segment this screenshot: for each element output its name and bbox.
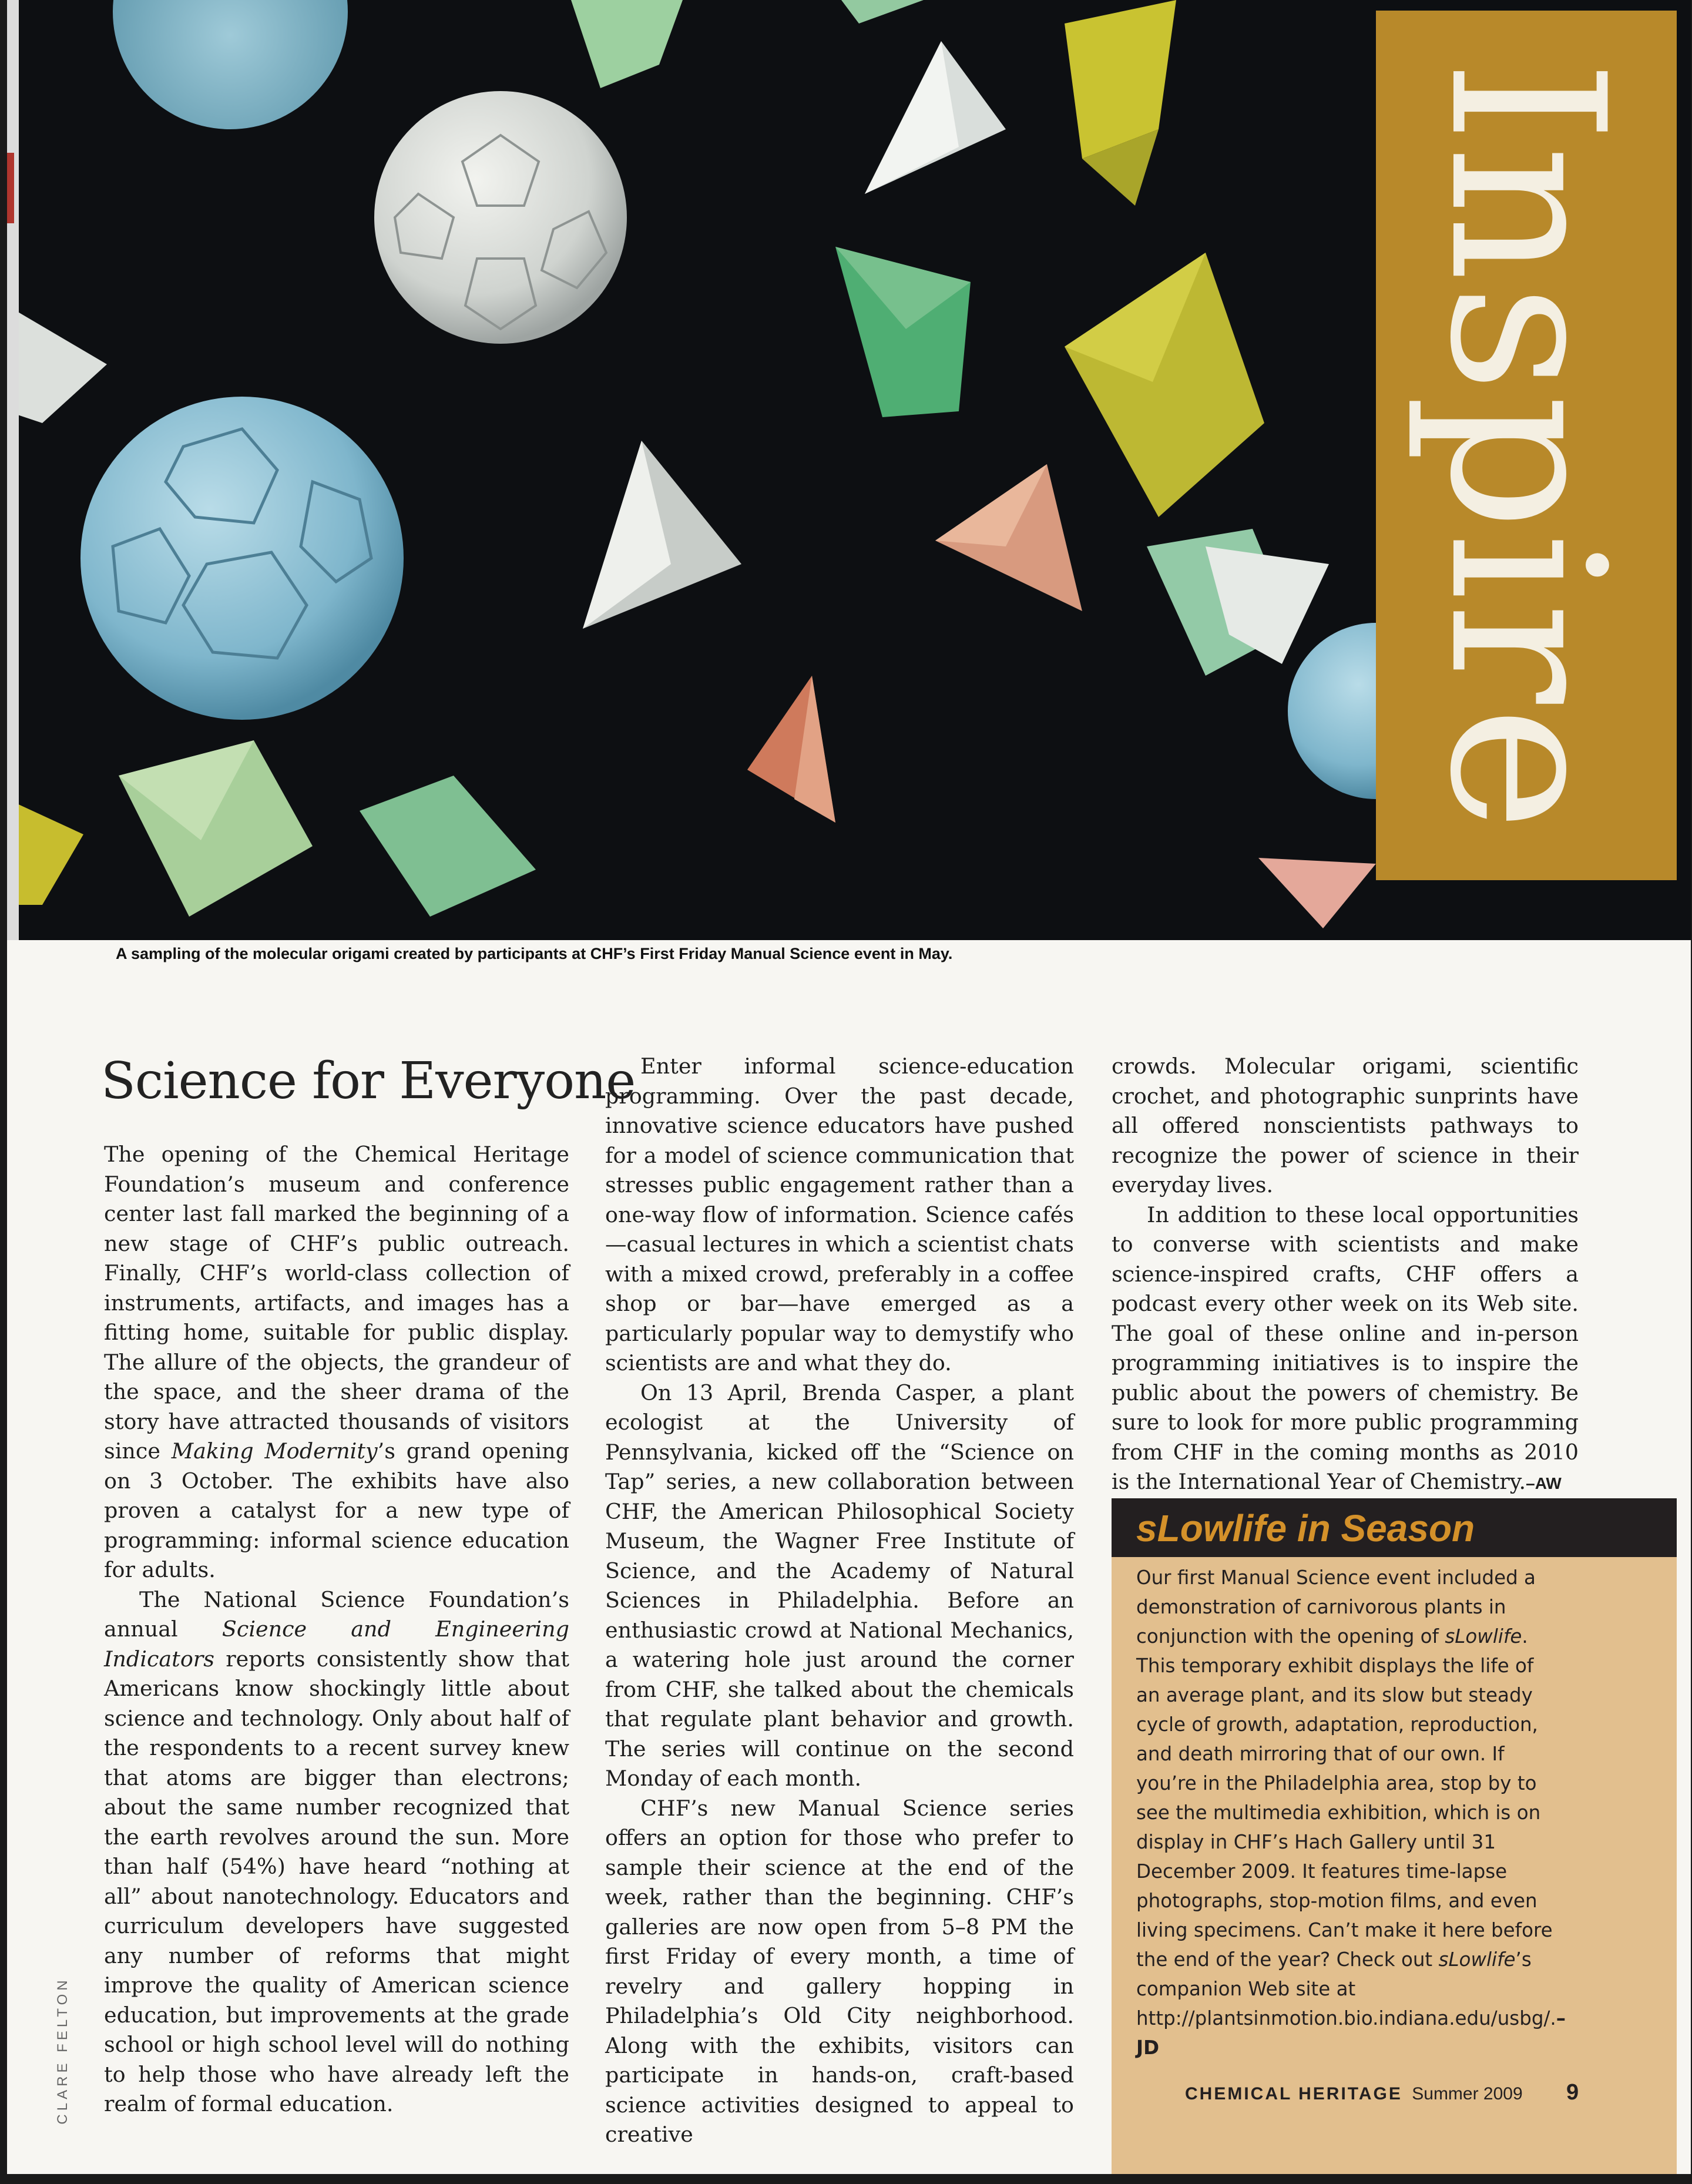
pink-pyramid-right	[1258, 858, 1376, 928]
sidebar-signature: –JD	[1136, 2007, 1566, 2059]
photo-caption: A sampling of the molecular origami created by participants at CHF’s First Friday Manual Science event in May.	[116, 945, 953, 962]
article-column-2	[605, 1052, 1074, 2150]
author-signature: –AW	[1526, 1474, 1562, 1492]
paragraph: The opening of the Chemical Heritage Foundation’s museum and conference center last fall marked the beginning of a new stage of CHF’s public outreach. Finally, CHF’s world-class collection of instruments, artifacts, and images has a fitting home, suitable for public display. The allure of the objects, the grandeur of the space, and the sheer drama of the story have attracted thousands of visitors since Making Modernity’s grand opening on 3 October. The exhibits have also proven a catalyst for a new type of programming: informal science education for adults.	[104, 1142, 570, 1582]
paragraph: In addition to these local opportunities to converse with scientists and make science-inspired crafts, CHF offers a podcast every other week on its Web site. The goal of these online and in-person programming initiatives is to inspire the public about the powers of chemistry. Be sure to look for more public programming from CHF in the coming months as 2010 is the International Year of Chemistry.–AW	[1112, 1202, 1579, 1494]
article-headline: Science for Everyone	[101, 1052, 636, 1111]
paragraph: crowds. Molecular origami, scientific crochet, and photographic sunprints have all offered nonscientists pathways to recognize the power of science in their everyday lives.	[1112, 1054, 1579, 1197]
hero-photo	[7, 0, 1691, 940]
magazine-name: CHEMICAL HERITAGE	[1185, 2084, 1402, 2104]
blue-polyhedron-large	[80, 397, 404, 720]
paragraph: The National Science Foundation’s annual Science and Engineering Indicators reports consistently show that Americans know shockingly little about science and technology. Only about half of the respondents to a recent survey knew that atoms are bigger than electrons; about the same number recognized that the earth revolves around the sun. More than half (54%) have heard “nothing at all” about nanotechnology. Educators and curriculum developers have suggested any number of reforms that might improve the quality of American science education, but improvements at the grade school or high school level will do nothing to help those who have already left the realm of formal education.	[104, 1586, 569, 2116]
page-footer	[1185, 2080, 1596, 2105]
report-title: Science and Engineering Indicators	[104, 1616, 569, 1672]
green-origami-bottom	[360, 776, 536, 917]
yellow-origami-1	[1065, 0, 1176, 159]
exhibit-title: sLowlife	[1438, 1948, 1516, 1971]
white-pyramid-left	[7, 306, 107, 423]
page-number: 9	[1566, 2080, 1579, 2105]
sidebar-text: Our first Manual Science event included a demonstration of carnivorous plants in conjunction with the opening of sLowlife. This temporary exhibit displays the life of an average plant, and its slow but steady cycle of growth, adaptation, reproduction, and death mirroring that of our own. If you’re in the Philadelphia area, stop by to see the multimedia exhibition, which is on display in CHF’s Hach Gallery until 31 December 2009. It features time-lapse photographs, stop-motion films, and even living specimens. Can’t make it here before the end of the year? Check out sLowlife’s companion Web site at http://plantsinmotion.bio.indiana.edu/usbg/.–JD	[1136, 1566, 1566, 2059]
article-column-3	[1112, 1052, 1579, 1499]
exhibit-title: sLowlife	[1445, 1625, 1522, 1648]
exhibit-title: Making Modernity	[171, 1438, 378, 1464]
paragraph: On 13 April, Brenda Casper, a plant ecologist at the University of Pennsylvania, kicked off the “Science on Tap” series, a new collaboration between CHF, the American Philosophical Society Museum, the Wagner Free Institute of Science, and the Academy of Natural Sciences in Philadelphia. Before an enthusiastic crowd at National Mechanics, a watering hole just around the corner from CHF, she talked about the chemicals that regulate plant behavior and growth. The series will continue on the second Monday of each month.	[605, 1380, 1074, 1791]
sidebar-title: sLowlife in Season	[1136, 1507, 1475, 1549]
issue-label: Summer 2009	[1412, 2084, 1523, 2104]
paragraph: CHF’s new Manual Science series offers an option for those who prefer to sample their science at the end of the week, rather than the beginning. CHF’s galleries are now open from 5–8 PM the first Friday of every month, a time of revelry and gallery hopping in Philadelphia’s Old City neighborhood. Along with the exhibits, visitors can participate in hands-on, craft-based science activities designed to appeal to creative	[605, 1795, 1074, 2147]
section-label: Inspire	[1404, 59, 1650, 834]
white-polyhedron	[374, 91, 627, 344]
blue-polyhedron-top	[113, 0, 348, 129]
paragraph: Enter informal science-education programming. Over the past decade, innovative science educators have pushed for a model of science communication that stresses public engagement rather than a one-way flow of information. Science cafés—casual lectures in which a scientist chats with a mixed crowd, preferably in a coffee shop or bar—have emerged as a particularly popular way to demystify who scientists are and what they do.	[605, 1054, 1074, 1376]
green-origami-top	[571, 0, 683, 88]
article-column-1	[104, 1140, 569, 2119]
photo-credit: CLARE FELTON	[55, 1977, 70, 2125]
magazine-page	[7, 0, 1691, 2174]
